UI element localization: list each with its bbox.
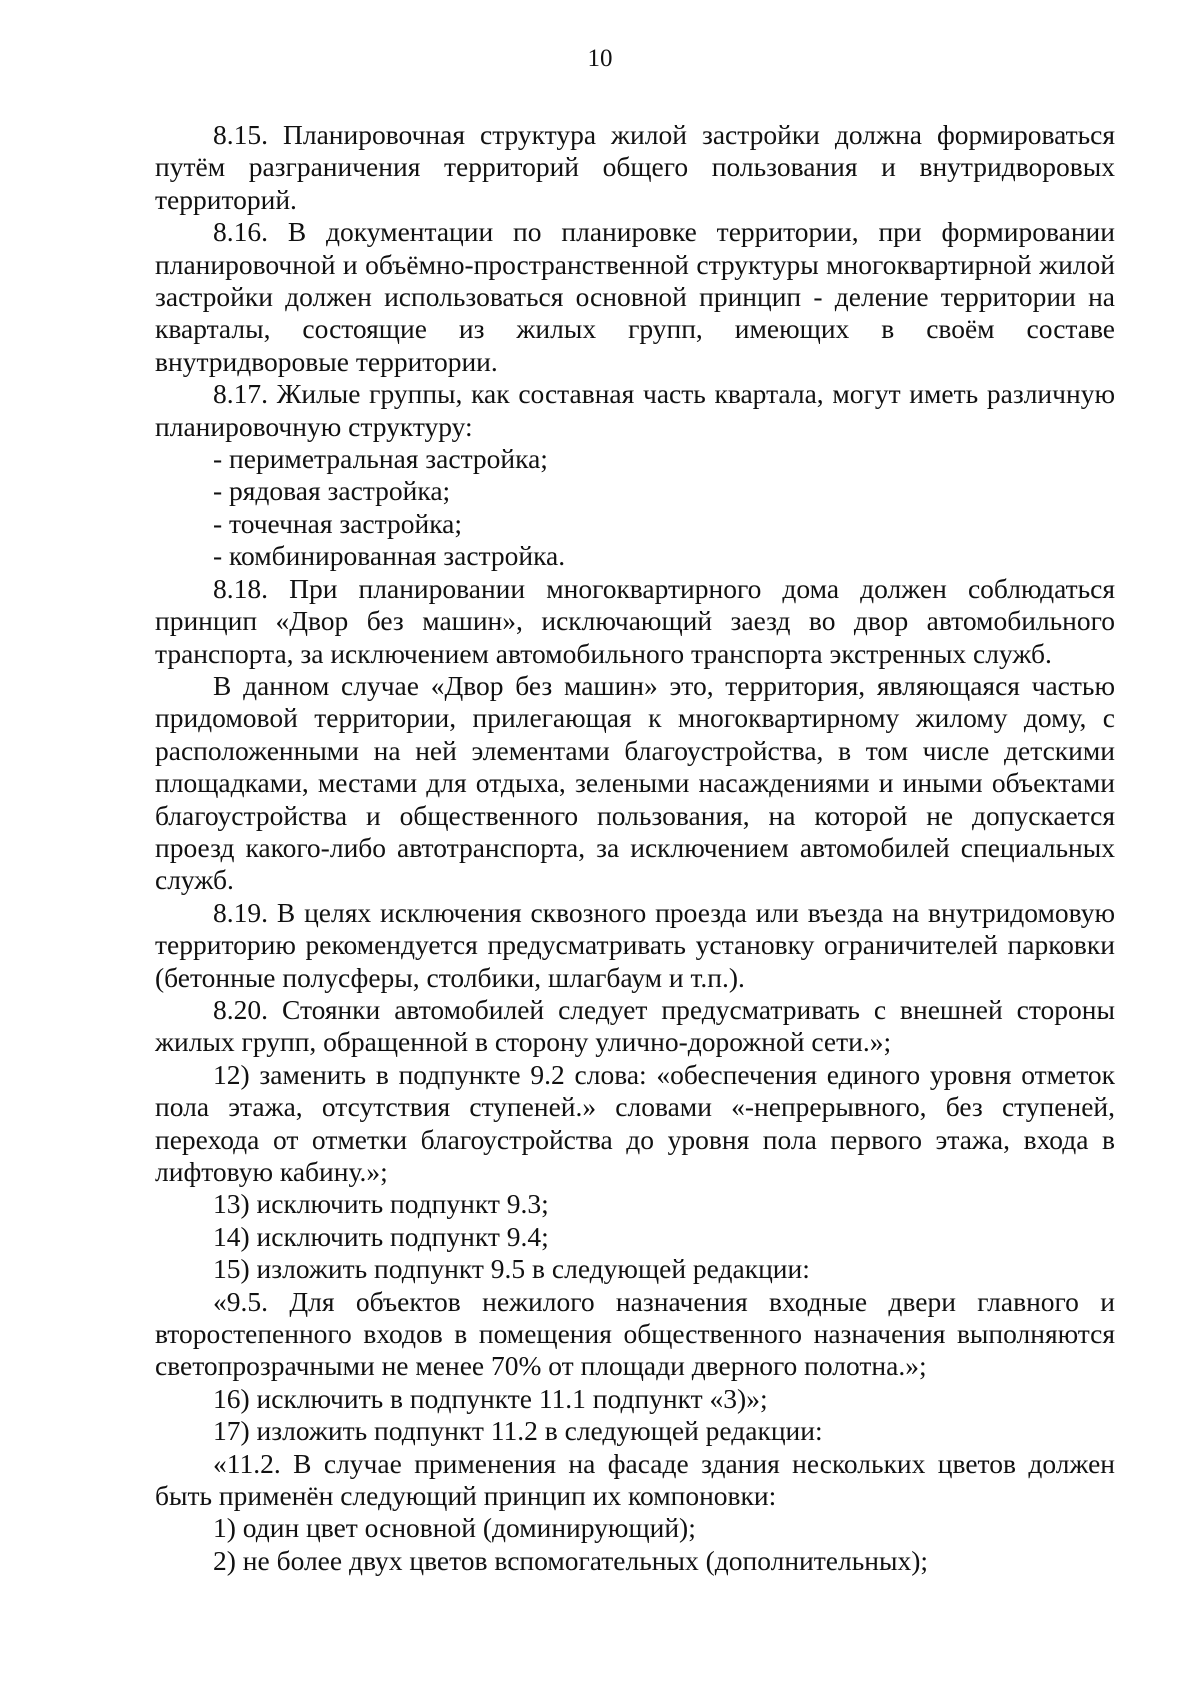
paragraph-9-5: «9.5. Для объектов нежилого назначения входные двери главного и второстепенного входов в помещения общественного назначения выполняются светопрозрачными не менее 70% от площади дверного полотна.»; bbox=[155, 1285, 1115, 1382]
list-item: - периметральная застройка; bbox=[213, 443, 548, 475]
list-item: - комбинированная застройка. bbox=[213, 540, 566, 572]
paragraph-item-12: 12) заменить в подпункте 9.2 слова: «обеспечения единого уровня отметок пола этажа, отсутствия ступеней.» словами «-непрерывного, без ступеней, перехода от отметки благоустройства до уровня пола первого этажа, входа в лифтовую кабину.»; bbox=[155, 1058, 1115, 1187]
list-item: - рядовая застройка; bbox=[213, 475, 451, 507]
paragraph-8-16: 8.16. В документации по планировке территории, при формировании планировочной и объёмно-пространственной структуры многоквартирной жилой застройки должен использоваться основной принцип - деление территории на кварталы, состоящие из жилых групп, имеющих в своём составе внутридворовые территории. bbox=[155, 216, 1115, 377]
page-number: 10 bbox=[587, 45, 613, 72]
paragraph-sub-2: 2) не более двух цветов вспомогательных (дополнительных); bbox=[213, 1544, 928, 1576]
paragraph-11-2: «11.2. В случае применения на фасаде здания нескольких цветов должен быть применён следующий принцип их компоновки: bbox=[155, 1447, 1115, 1512]
paragraph-8-18: 8.18. При планировании многоквартирного дома должен соблюдаться принцип «Двор без машин», исключающий заезд во двор автомобильного транспорта, за исключением автомобильного транспорта экстренных служб. bbox=[155, 572, 1115, 669]
paragraph-courtyard-definition: В данном случае «Двор без машин» это, территория, являющаяся частью придомовой территории, прилегающая к многоквартирному жилому дому, с расположенными на ней элементами благоустройства, в том числе детскими площадками, местами для отдыха, зелеными насаждениями и иными объектами благоустройства и общественного пользования, на которой не допускается проезд какого-либо автотранспорта, за исключением автомобилей специальных служб. bbox=[155, 669, 1115, 896]
paragraph-item-13: 13) исключить подпункт 9.3; bbox=[213, 1188, 549, 1220]
paragraph-8-19: 8.19. В целях исключения сквозного проезда или въезда на внутридомовую территорию рекомендуется предусматривать установку ограничителей парковки (бетонные полусферы, столбики, шлагбаум и т.п.). bbox=[155, 896, 1115, 993]
list-item: - точечная застройка; bbox=[213, 507, 462, 539]
paragraph-item-17: 17) изложить подпункт 11.2 в следующей редакции: bbox=[213, 1415, 823, 1447]
paragraph-item-16: 16) исключить в подпункте 11.1 подпункт «3)»; bbox=[213, 1382, 768, 1414]
document-body bbox=[155, 119, 1115, 1577]
paragraph-8-17: 8.17. Жилые группы, как составная часть квартала, могут иметь различную планировочную структуру: bbox=[155, 378, 1115, 442]
paragraph-sub-1: 1) один цвет основной (доминирующий); bbox=[213, 1512, 696, 1544]
paragraph-item-15: 15) изложить подпункт 9.5 в следующей редакции: bbox=[213, 1253, 810, 1285]
paragraph-8-15: 8.15. Планировочная структура жилой застройки должна формироваться путём разграничения территорий общего пользования и внутридворовых территорий. bbox=[155, 119, 1115, 215]
paragraph-item-14: 14) исключить подпункт 9.4; bbox=[213, 1220, 549, 1252]
paragraph-8-20: 8.20. Стоянки автомобилей следует предусматривать с внешней стороны жилых групп, обращенной в сторону улично-дорожной сети.»; bbox=[155, 993, 1115, 1058]
